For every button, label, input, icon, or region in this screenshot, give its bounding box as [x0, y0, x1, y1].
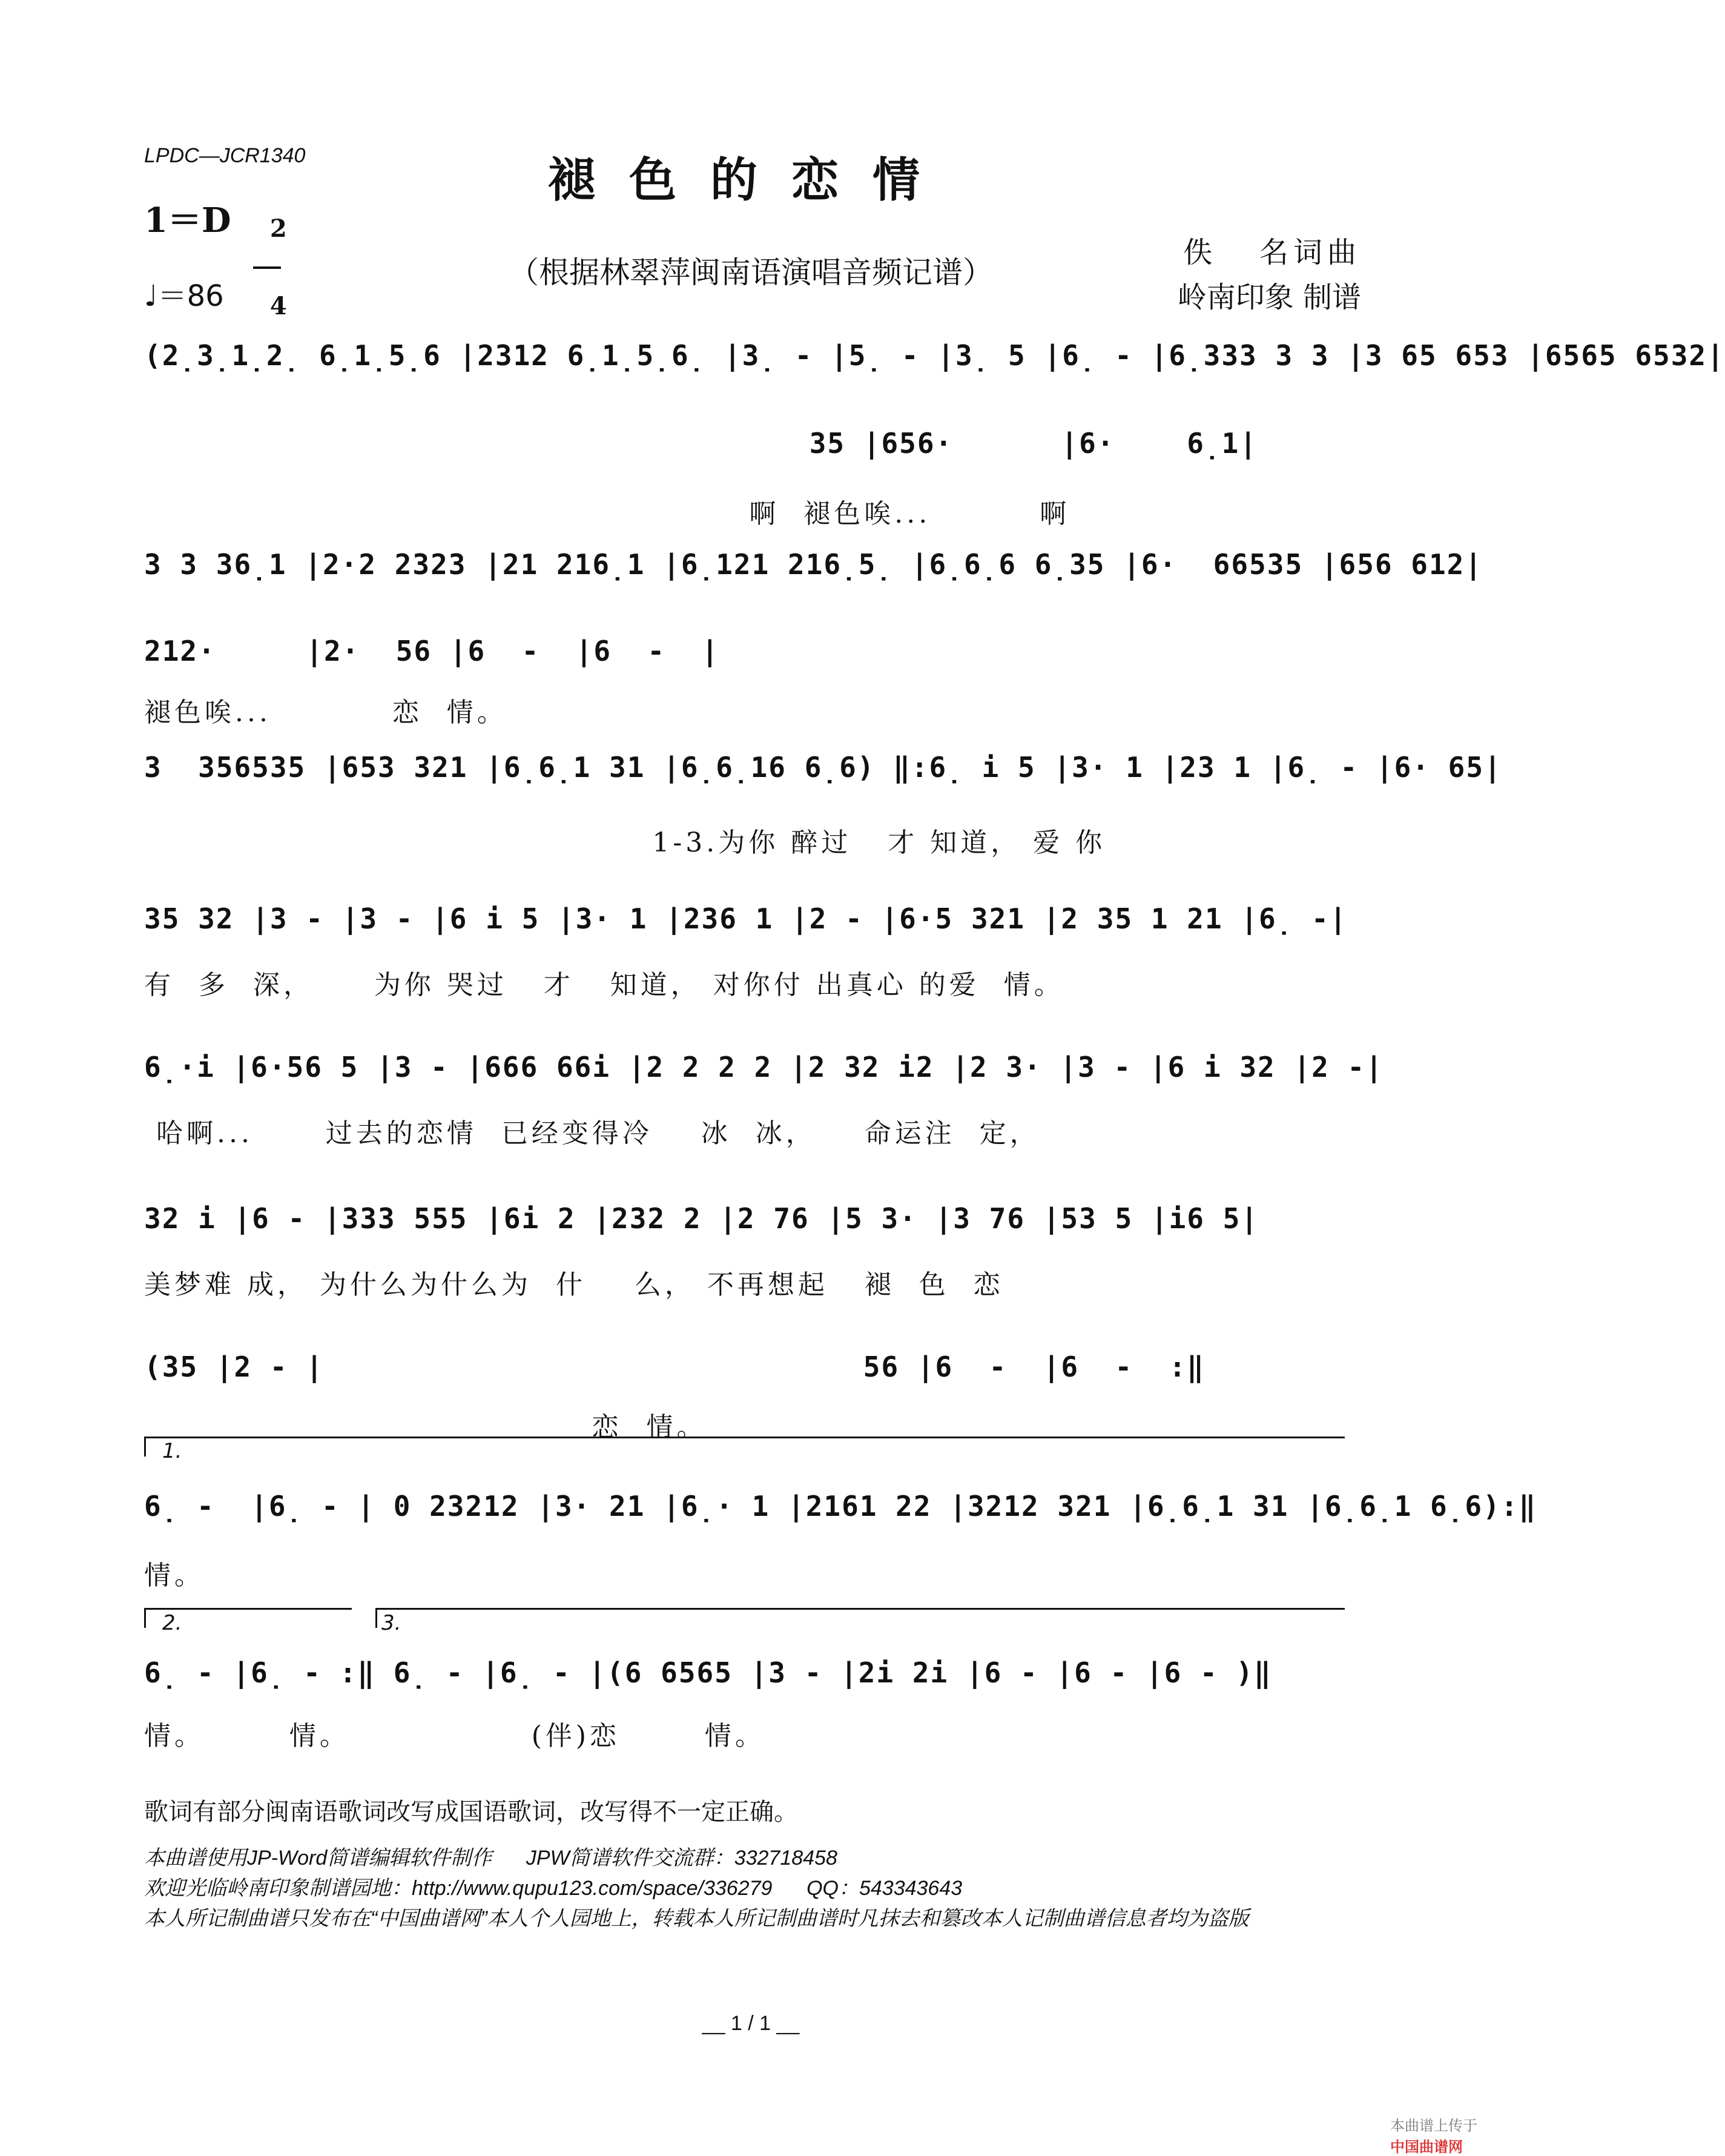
footer-software-line: 本曲谱使用JP-Word简谱编辑软件制作 JPW简谱软件交流群：332718458 [144, 1847, 837, 1870]
watermark-logo: 中国曲谱网 [1390, 2139, 1463, 2155]
score-system-6-lyrics: 有 多 深， 为你 哭过 才 知道， 对你付 出真心 的爱 情。 [144, 970, 1064, 1000]
transcriber-credit: 岭南印象 制谱 [1177, 280, 1361, 314]
score-system-3-notes: 3 3 36̣1 |2·2 2323 |21 216̣1 |6̣121 216̣5̣ |6̣6̣6 6̣35 |6· 66535 |656 612| [144, 548, 1483, 581]
tempo-marking: ♩＝86 [144, 279, 224, 313]
score-system-8-lyrics: 美梦难 成， 为什么为什么为 什 么， 不再想起 褪 色 恋 [144, 1269, 1004, 1300]
page-number: __ 1 / 1 __ [702, 2012, 800, 2035]
score-code: LPDC—JCR1340 [144, 144, 306, 167]
score-system-11-lyrics: 情。 情。 (伴)恋 情。 [144, 1721, 765, 1751]
watermark [1382, 2097, 1477, 2156]
score-system-2-lyrics: 啊 褪色唉... 啊 [144, 498, 1070, 529]
volta-bracket-1 [144, 1437, 1345, 1457]
volta-label-3: 3. [381, 1611, 401, 1635]
score-system-4-notes: 212· |2· 56 |6 - |6 - | [144, 635, 720, 667]
score-system-7-lyrics: 哈啊... 过去的恋情 已经变得冷 冰 冰， 命运注 定， [144, 1118, 1040, 1149]
lyrics-note: 歌词有部分闽南语歌词改写成国语歌词，改写得不一定正确。 [144, 1799, 798, 1825]
watermark-text: 本曲谱上传于 [1390, 2118, 1477, 2134]
composer-credit: 佚 名词曲 [1183, 236, 1361, 270]
score-system-8-notes: 32 i |6 - |333 555 |6i 2 |232 2 |2 76 |5 3· |3 76 |53 5 |i6 5| [144, 1202, 1259, 1235]
score-system-2-notes: 35 |656· |6· 6̣1| [144, 427, 1258, 460]
volta-bracket-3 [375, 1608, 1345, 1628]
score-system-4-lyrics: 褪色唉... 恋 情。 [144, 697, 507, 728]
score-system-5-lyrics: 1-3.为你 醉过 才 知道， 爱 你 [144, 827, 1106, 858]
score-system-9-notes: (35 |2 - | 56 |6 - |6 - :‖ [144, 1351, 1205, 1383]
volta-label-1: 1. [162, 1439, 182, 1463]
footer-copyright-line: 本人所记制曲谱只发布在“中国曲谱网”本人个人园地上，转载本人所记制曲谱时凡抹去和篡改本人记制曲谱信息者均为盗版 [144, 1907, 1249, 1930]
page-title: 褪色的恋情 [547, 153, 954, 208]
time-sig-top: 2 [269, 214, 287, 243]
score-system-6-notes: 35 32 |3 - |3 - |6 i 5 |3· 1 |236 1 |2 - |6·5 321 |2 35 1 21 |6̣ -| [144, 902, 1348, 935]
volta-label-2: 2. [162, 1611, 182, 1635]
score-system-9-lyrics: 恋 情。 [144, 1412, 707, 1443]
subtitle: （根据林翠萍闽南语演唱音频记谱） [509, 255, 993, 290]
score-system-11-notes: 6̣ - |6̣ - :‖ 6̣ - |6̣ - |(6 6565 |3 - |2i 2i |6 - |6 - |6 - )‖ [144, 1656, 1272, 1689]
score-system-1-notes: (2̣3̣1̣2̣ 6̣1̣5̣6 |2312 6̣1̣5̣6̣ |3̣ - |5̣ - |3̣ 5 |6̣ - |6̣333 3 3 |3 65 653 |6565 6532| [144, 339, 1725, 372]
time-sig-bottom: 4 [269, 292, 287, 320]
key-signature: 1＝D [144, 200, 231, 240]
score-system-5-notes: 3 356535 |653 321 |6̣6̣1 31 |6̣6̣16 6̣6) ‖:6̣ i 5 |3· 1 |23 1 |6̣ - |6· 65| [144, 751, 1502, 784]
score-system-10-notes: 6̣ - |6̣ - | 0 23212 |3· 21 |6̣· 1 |2161 22 |3212 321 |6̣6̣1 31 |6̣6̣1 6̣6):‖ [144, 1490, 1537, 1523]
score-system-10-lyrics: 情。 [144, 1560, 205, 1591]
footer-website-line: 欢迎光临岭南印象制谱园地：http://www.qupu123.com/space/336279 QQ：543343643 [144, 1877, 963, 1900]
score-system-7-notes: 6̣·i |6·56 5 |3 - |666 66i |2 2 2 2 |2 32 i2 |2 3· |3 - |6 i 32 |2 -| [144, 1051, 1384, 1083]
